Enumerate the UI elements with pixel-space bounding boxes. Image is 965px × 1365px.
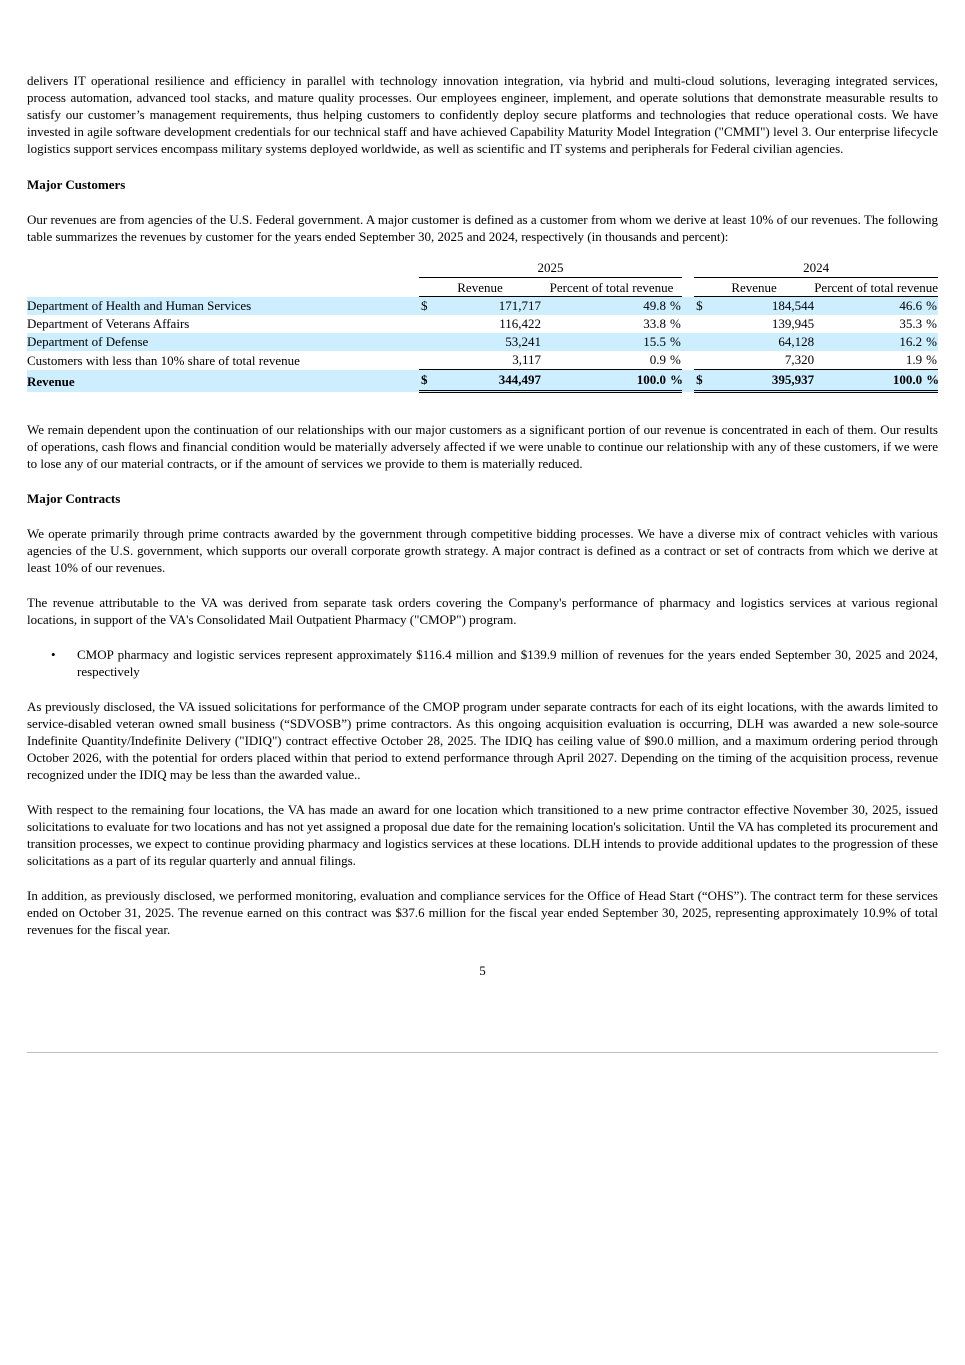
row-label: Department of Defense <box>27 333 419 351</box>
revenue-2024: 184,544 <box>714 297 814 316</box>
percent-sign: % <box>666 333 682 351</box>
table-row <box>27 297 938 316</box>
intro-paragraph: delivers IT operational resilience and efficiency in parallel with technology innovation integration, via hybrid and multi-cloud solutions, leveraging integrated services, process automation, advanced tool stacks, and mature quality processes. Our employees engineer, implement, and operate solutions that demonstrate measurable results to satisfy our customer’s management requirements, thus helping customers to confidently deploy secure platforms and technologies that reduce operational costs. We have invested in agile software development credentials for our technical staff and have achieved Capability Maturity Model Integration ("CMMI") level 3. Our enterprise lifecycle logistics support services encompass military systems deployed worldwide, as well as scientific and IT systems and peripherals for Federal civilian agencies. <box>27 73 938 156</box>
revenue-2025: 53,241 <box>439 333 541 351</box>
major-contracts-paragraph-3: As previously disclosed, the VA issued solicitations for performance of the CMOP program under separate contracts for each of its eight locations, with the awards limited to service-disabled veteran owned small business (“SDVOSB”) prime contractors. As this ongoing acquisition evaluation is occurring, DLH was awarded a new sole-source Indefinite Quantity/Indefinite Delivery ("IDIQ") contract effective October 28, 2025. The IDIQ has ceiling value of $90.0 million, and a maximum ordering period through October 2026, with the potential for orders placed within that period to extend performance through April 2027. Depending on the timing of the acquisition process, revenue recognized under the IDIQ may be less than the awarded value.. <box>27 699 938 782</box>
percent-2025: 49.8 <box>571 297 666 316</box>
total-percent-2024: 100.0 <box>842 370 922 392</box>
revenue-2025: 116,422 <box>499 316 541 331</box>
page-number: 5 <box>479 963 486 978</box>
percent-2024: 16.2 <box>842 333 922 351</box>
percent-sign: % <box>922 370 938 392</box>
major-contracts-heading: Major Contracts <box>27 491 121 506</box>
percent-2024: 35.3 <box>899 316 923 331</box>
major-contracts-paragraph-5: In addition, as previously disclosed, we performed monitoring, evaluation and compliance services for the Office of Head Start (“OHS”). The contract term for these services ended on October 31, 2025. The revenue earned on this contract was $37.6 million for the fiscal year ended September 30, 2025, representing approximately 10.9% of total revenues for the fiscal year. <box>27 888 938 937</box>
currency-symbol: $ <box>419 297 439 316</box>
year-2025-header: 2025 <box>419 259 682 278</box>
percent-sign: % <box>926 352 937 367</box>
major-contracts-paragraph-1: We operate primarily through prime contracts awarded by the government through competitive bidding processes. We have a diverse mix of contract vehicles with various agencies of the U.S. government, which supports our overall corporate growth strategy. A major contract is defined as a contract or set of contracts from which we derive at least 10% of our revenues. <box>27 526 938 575</box>
percent-2025: 15.5 <box>571 333 666 351</box>
major-customers-heading: Major Customers <box>27 177 126 192</box>
percent-sign: % <box>922 333 938 351</box>
total-label: Revenue <box>27 370 419 392</box>
page-divider <box>27 1052 938 1053</box>
table-year-header-row <box>27 259 938 278</box>
percent-2024-header: Percent of total revenue <box>814 278 938 297</box>
percent-sign: % <box>670 352 681 367</box>
table-column-header-row <box>27 278 938 297</box>
dependence-paragraph: We remain dependent upon the continuation of our relationships with our major customers as a significant portion of our revenue is concentrated in each of them. Our results of operations, cash flows and financial condition would be materially adversely affected if we were unable to continue our relationship with any of these customers, if we were to lose any of our material contracts, or if the amount of services we provide to them is materially reduced. <box>27 422 938 471</box>
revenue-by-customer-table <box>27 259 938 393</box>
table-row <box>27 333 938 351</box>
document-page <box>27 72 938 979</box>
table-total-row <box>27 370 938 392</box>
total-revenue-2025: 344,497 <box>439 370 541 392</box>
revenue-2024: 7,320 <box>784 352 815 367</box>
major-customers-paragraph: Our revenues are from agencies of the U.S. Federal government. A major customer is defined as a customer from whom we derive at least 10% of our revenues. The following table summarizes the revenues by customer for the years ended September 30, 2025 and 2024, respectively (in thousands and percent): <box>27 212 938 244</box>
total-percent-2025: 100.0 <box>571 370 666 392</box>
row-label: Department of Health and Human Services <box>27 297 419 316</box>
year-2024-header: 2024 <box>694 259 938 278</box>
percent-2025: 0.9 <box>649 352 666 367</box>
bullet-text: CMOP pharmacy and logistic services represent approximately $116.4 million and $139.9 million of revenues for the years ended September 30, 2025 and 2024, respectively <box>77 647 938 679</box>
percent-2024: 46.6 <box>842 297 922 316</box>
revenue-2025: 171,717 <box>439 297 541 316</box>
currency-symbol: $ <box>694 370 714 392</box>
percent-2025: 33.8 <box>643 316 666 331</box>
percent-sign: % <box>922 297 938 316</box>
cmop-bullet-item <box>27 646 938 680</box>
major-contracts-paragraph-4: With respect to the remaining four locations, the VA has made an award for one location which transitioned to a new prime contractor effective November 30, 2025, issued solicitations to evaluate for two locations and has not yet assigned a proposal due date for the remaining location's solicitation. Until the VA has completed its procurement and transition processes, we expect to continue providing pharmacy and logistics services at these locations. DLH intends to provide additional updates to the progression of these solicitations as a part of its regular quarterly and annual filings. <box>27 802 938 868</box>
percent-sign: % <box>926 316 937 331</box>
revenue-2025: 3,117 <box>512 352 541 367</box>
percent-sign: % <box>666 297 682 316</box>
currency-symbol: $ <box>419 370 439 392</box>
table-row <box>27 315 938 333</box>
currency-symbol: $ <box>694 297 714 316</box>
table-row <box>27 351 938 370</box>
revenue-2024: 139,945 <box>771 316 815 331</box>
percent-sign: % <box>670 316 681 331</box>
row-label: Customers with less than 10% share of total revenue <box>27 352 300 368</box>
revenue-2025-header: Revenue <box>419 278 541 297</box>
revenue-2024-header: Revenue <box>694 278 814 297</box>
percent-2025-header: Percent of total revenue <box>541 278 682 297</box>
row-label: Department of Veterans Affairs <box>27 316 190 331</box>
major-contracts-paragraph-2: The revenue attributable to the VA was derived from separate task orders covering the Company's performance of pharmacy and logistics services at various regional locations, in support of the VA's Consolidated Mail Outpatient Pharmacy ("CMOP") program. <box>27 595 938 627</box>
revenue-2024: 64,128 <box>714 333 814 351</box>
total-revenue-2024: 395,937 <box>714 370 814 392</box>
bullet-icon: • <box>51 647 56 662</box>
percent-2024: 1.9 <box>905 352 923 367</box>
percent-sign: % <box>666 370 682 392</box>
